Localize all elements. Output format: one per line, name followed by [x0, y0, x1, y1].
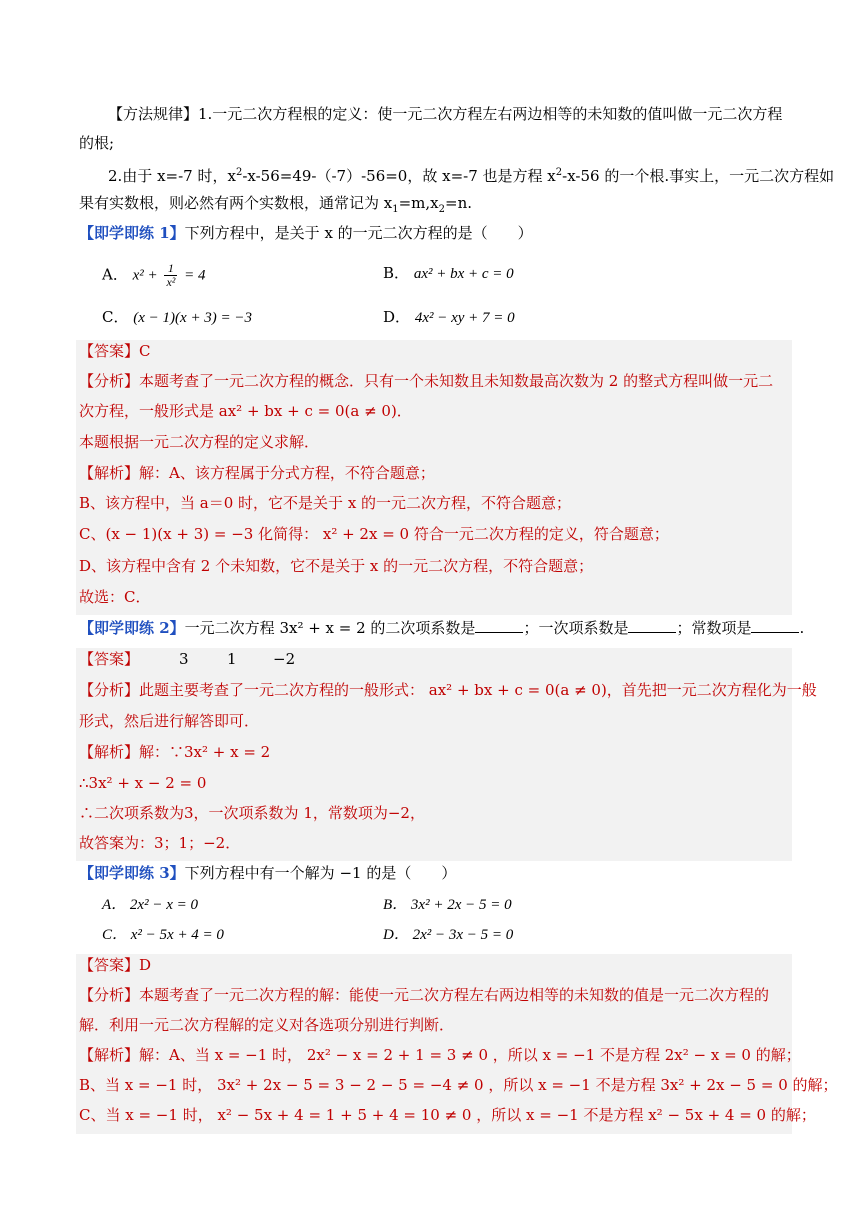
answer-1: 【答案】C	[79, 342, 151, 360]
q3-option-b: B． 3x² + 2x − 5 = 0	[383, 897, 512, 913]
option-a	[102, 262, 206, 289]
method-rule-line-2: 的根;	[79, 134, 115, 152]
answer-2-value-1: 3	[179, 650, 189, 668]
solution-2-line-2: ∴3x² + x − 2 = 0	[79, 774, 207, 792]
analysis-2-line-2: 形式，然后进行解答即可．	[79, 712, 260, 730]
option-a-eq-pre: x² +	[132, 267, 158, 284]
option-d	[383, 306, 515, 329]
option-c-label: C．	[102, 308, 129, 326]
solution-1-line-4: D、该方程中含有 2 个未知数，它不是关于 x 的一元二次方程，不符合题意；	[79, 557, 594, 575]
exercise-2-text-2: ；一次项系数是	[523, 619, 629, 637]
exercise-3-tag: 【即学即练 3】	[79, 864, 185, 882]
exercise-2-text-4: .	[799, 619, 805, 637]
method-rule-line-4: 果有实数根，则必然有两个实数根，通常记为 $x_1=m,x_2=n$.	[79, 194, 473, 215]
analysis-3-line-2: 解．利用一元二次方程解的定义对各选项分别进行判断．	[79, 1016, 455, 1034]
analysis-1-line-1: 【分析】本题考查了一元二次方程的概念．只有一个未知数且未知数最高次数为 2 的整式方程叫做一元二	[79, 372, 774, 390]
answer-2-value-2: 1	[227, 650, 237, 668]
blank-3	[751, 618, 799, 633]
q3-option-a: A． 2x² − x = 0	[102, 897, 198, 913]
solution-2-line-3: ∴二次项系数为3，一次项系数为 1，常数项为−2，	[79, 804, 425, 822]
intro-text-c: -x-56 的一个根.事实上，一元二次方程如	[562, 167, 835, 185]
intro-text-d: 果有实数根，则必然有两个实数根，通常记为 x	[79, 194, 393, 212]
option-a-label: A．	[102, 265, 128, 284]
option-d-equation: 4x² − xy + 7 = 0	[414, 310, 515, 326]
answer-3: 【答案】D	[79, 956, 152, 974]
exercise-3-question: 下列方程中有一个解为 −1 的是（ ）	[184, 864, 457, 882]
exercise-3-stem	[79, 862, 795, 884]
answer-2	[79, 648, 795, 670]
option-c	[102, 306, 252, 329]
q3-option-d: D． 2x² − 3x − 5 = 0	[383, 927, 514, 943]
analysis-2-line-1: 【分析】此题主要考查了一元二次方程的一般形式： ax² + bx + c = 0(a ≠ 0)，首先把一元二次方程化为一般	[79, 681, 817, 699]
option-b	[383, 262, 514, 285]
solution-1-line-5: 故选：C．	[79, 588, 151, 606]
blank-1	[475, 618, 523, 633]
exercise-2-stem	[79, 617, 805, 639]
solution-3-line-3: C、当 x = −1 时， x² − 5x + 4 = 1 + 5 + 4 = 10 ≠ 0 ，所以 x = −1 不是方程 x² − 5x + 4 = 0 的解；	[79, 1106, 816, 1124]
intro-text-b: -x-56=49-（-7）-56=0，故 x=-7 也是方程 x	[242, 167, 556, 185]
intro-text-e: =m,x	[398, 194, 439, 212]
q3-option-c: C． x² − 5x + 4 = 0	[102, 927, 224, 943]
exercise-1-stem	[79, 222, 795, 244]
exercise-1-tag: 【即学即练 1】	[79, 224, 185, 242]
analysis-1-line-2: 次方程，一般形式是 ax² + bx + c = 0(a ≠ 0)．	[79, 402, 412, 420]
solution-1-line-3: C、(x − 1)(x + 3) = −3 化简得： x² + 2x = 0 符合一元二次方程的定义，符合题意；	[79, 525, 669, 543]
option-b-equation: ax² + bx + c = 0	[413, 266, 514, 282]
intro-text-f: =n.	[445, 194, 473, 212]
answer-2-value-3: −2	[273, 650, 296, 668]
fraction-denominator: x²	[166, 275, 176, 289]
option-b-label: B．	[383, 264, 410, 282]
option-a-fraction	[164, 262, 177, 289]
exercise-2-text-3: ；常数项是	[676, 619, 752, 637]
blank-2	[628, 618, 676, 633]
solution-3-line-2: B、当 x = −1 时， 3x² + 2x − 5 = 3 − 2 − 5 = −4 ≠ 0 ，所以 x = −1 不是方程 3x² + 2x − 5 = 0 的解；	[79, 1076, 838, 1094]
fraction-numerator: 1	[164, 262, 177, 276]
answer-2-label: 【答案】	[79, 650, 140, 668]
option-c-equation: (x − 1)(x + 3) = −3	[133, 310, 253, 326]
method-rule-line-3: 2.由于 x=-7 时，$x^2-x-56=49-(-7)-56=0$，故 x=-7 也是方程 $x^2-x-56$ 的一个根.事实上，一元二次方程如	[108, 167, 835, 185]
intro-text-a: 2.由于 x=-7 时，x	[108, 167, 236, 185]
exercise-1-question: 下列方程中，是关于 x 的一元二次方程的是（ ）	[184, 224, 533, 242]
solution-1-line-1: 【解析】解：A、该方程属于分式方程，不符合题意；	[79, 464, 435, 482]
solution-1-line-2: B、该方程中，当 a＝0 时，它不是关于 x 的一元二次方程，不符合题意；	[79, 494, 572, 512]
solution-3-line-1: 【解析】解：A、当 x = −1 时， 2x² − x = 2 + 1 = 3 ≠ 0 ，所以 x = −1 不是方程 2x² − x = 0 的解；	[79, 1046, 801, 1064]
exercise-2-tag: 【即学即练 2】	[79, 619, 185, 637]
option-a-eq-post: = 4	[184, 267, 206, 284]
analysis-1-line-3: 本题根据一元二次方程的定义求解．	[79, 433, 320, 451]
method-rule-line-1: 【方法规律】1.一元二次方程根的定义：使一元二次方程左右两边相等的未知数的值叫做一元二次方程	[108, 105, 783, 123]
exercise-2-text-1: 一元二次方程 3x² + x = 2 的二次项系数是	[184, 619, 476, 637]
solution-2-line-4: 故答案为：3；1；−2．	[79, 834, 241, 852]
option-d-label: D．	[383, 308, 411, 326]
solution-2-line-1: 【解析】解：∵3x² + x = 2	[79, 743, 271, 761]
analysis-3-line-1: 【分析】本题考查了一元二次方程的解：能使一元二次方程左右两边相等的未知数的值是一元二次方程的	[79, 986, 770, 1004]
